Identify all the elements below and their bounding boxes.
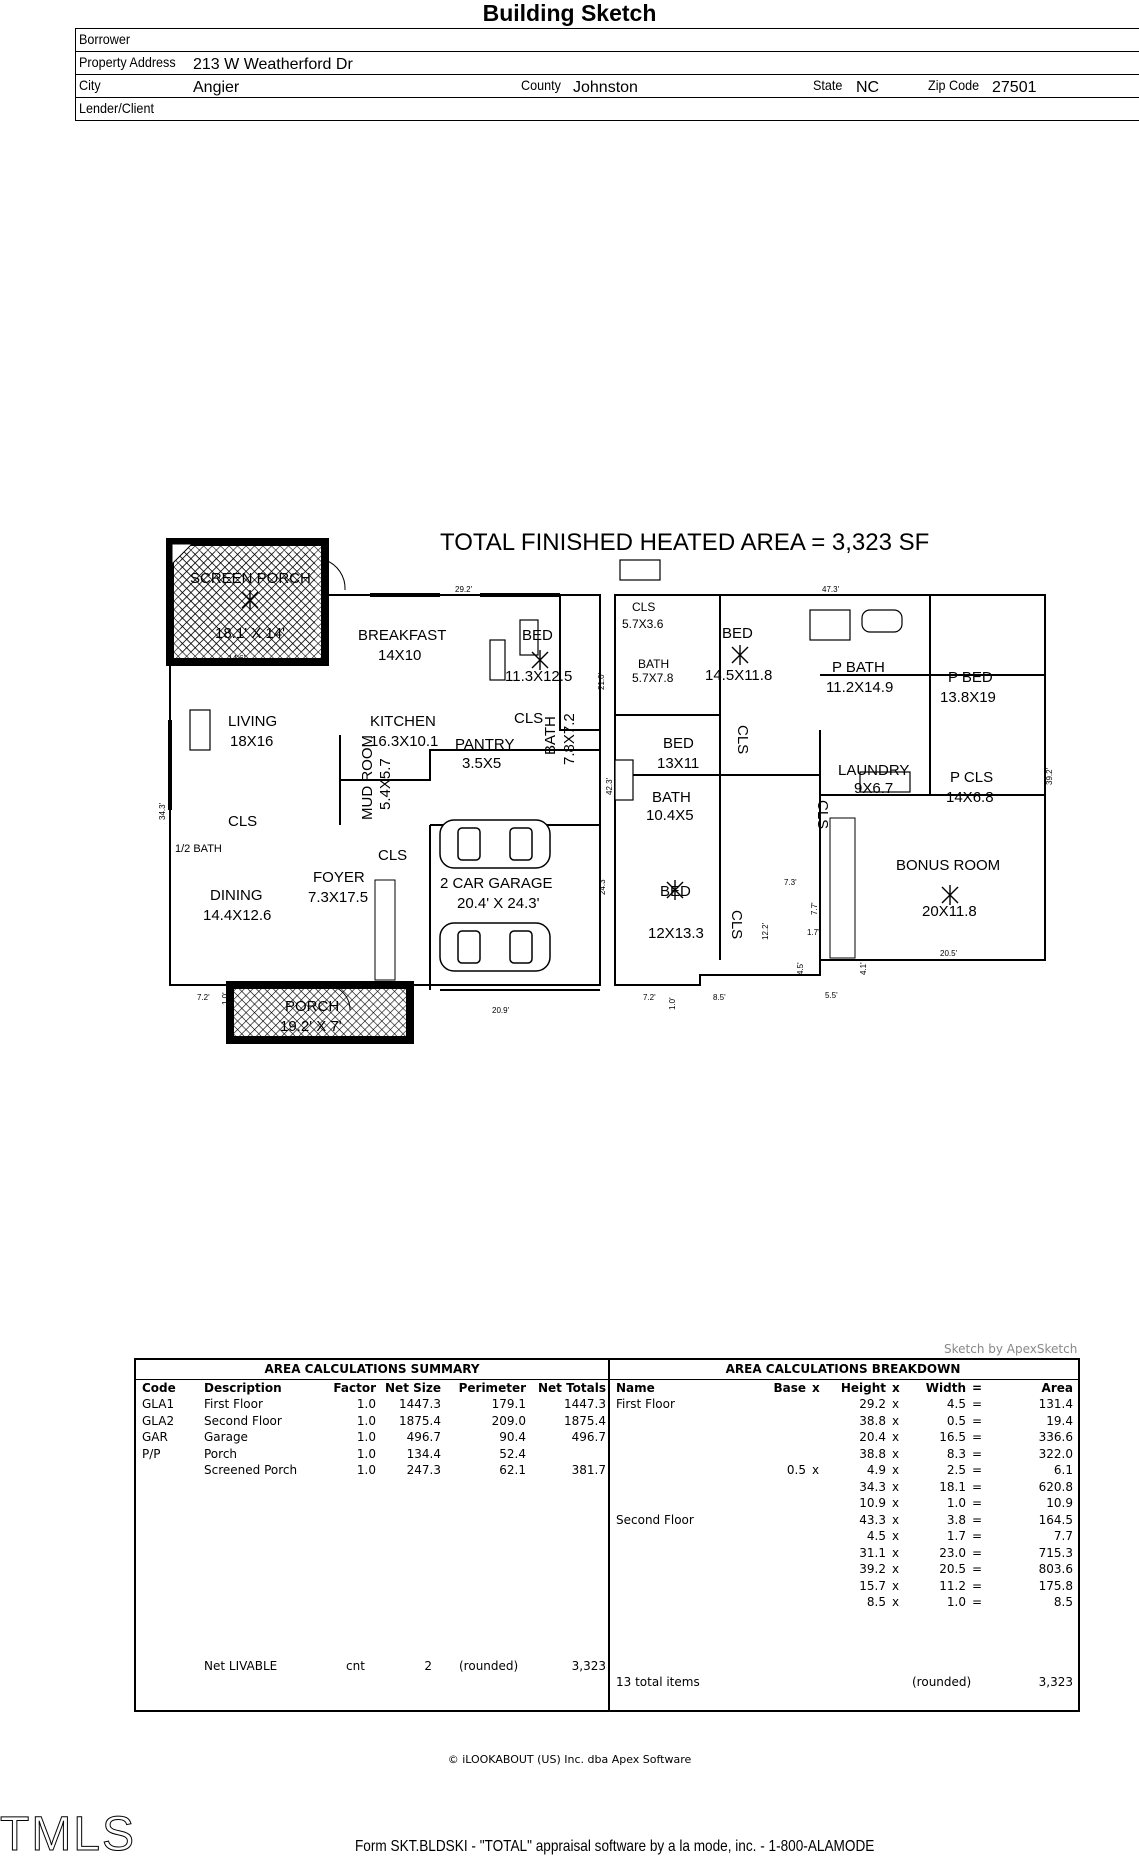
dim-label: 4.5' xyxy=(796,962,805,975)
lender-label: Lender/Client xyxy=(79,100,154,116)
room-pantry-dim: 3.5X5 xyxy=(462,755,502,772)
room-cls-bed4: CLS xyxy=(728,910,745,940)
summary-cell: GAR xyxy=(142,1430,168,1444)
breakdown-cell: 38.8 xyxy=(859,1446,886,1461)
room-bed4: BED xyxy=(660,883,691,900)
room-bath1-dim: 7.8X7.2 xyxy=(561,713,578,765)
breakdown-rounded-label: (rounded) xyxy=(912,1675,972,1689)
breakdown-cell: 620.8 xyxy=(1038,1479,1073,1494)
summary-cell: 1.0 xyxy=(356,1430,376,1444)
breakdown-cell: 803.6 xyxy=(1038,1562,1073,1576)
breakdown-cell: 34.3 xyxy=(859,1479,886,1494)
county-value: Johnston xyxy=(573,79,638,96)
summary-cell: 90.4 xyxy=(499,1430,526,1444)
summary-cell: 496.7 xyxy=(406,1430,441,1444)
dim-label: 24.3' xyxy=(598,877,607,895)
dim-label: 34.3' xyxy=(158,802,167,820)
room-bath2: BATH xyxy=(638,657,670,671)
room-pbath-dim: 11.2X14.9 xyxy=(826,679,894,696)
summary-cell: 496.7 xyxy=(571,1430,606,1444)
breakdown-cell: 38.8 xyxy=(859,1413,886,1428)
breakdown-cell: 43.3 xyxy=(859,1512,886,1527)
room-bath1: BATH xyxy=(542,716,559,755)
dim-label: 7.3' xyxy=(784,878,797,887)
summary-cell: 247.3 xyxy=(406,1463,441,1477)
summary-cell: 381.7 xyxy=(571,1463,606,1477)
summary-cell: GLA2 xyxy=(142,1413,175,1428)
breakdown-header: x xyxy=(812,1381,820,1395)
room-dining: DINING xyxy=(210,887,263,904)
room-bed2-dim: 14.5X11.8 xyxy=(705,667,773,684)
room-laundry: LAUNDRY xyxy=(838,762,910,779)
room-porch: PORCH xyxy=(285,998,340,1015)
room-cls-living: CLS xyxy=(228,813,258,830)
breakdown-cell: 336.6 xyxy=(1038,1430,1073,1444)
dim-label: 5.5' xyxy=(825,991,838,1000)
summary-cell: 134.4 xyxy=(406,1446,441,1461)
state-label: State xyxy=(813,77,843,93)
breakdown-cell: 0.5 xyxy=(786,1463,806,1477)
room-bath2-dim: 5.7X7.8 xyxy=(632,671,674,685)
dim-label: 1.7' xyxy=(807,928,820,937)
summary-cell: 52.4 xyxy=(499,1446,526,1461)
room-living-dim: 18X16 xyxy=(230,733,274,750)
room-bath3: BATH xyxy=(652,789,691,806)
breakdown-cell: 4.5 xyxy=(866,1529,886,1543)
tmls-logo xyxy=(0,1808,150,1858)
breakdown-cell: = xyxy=(972,1463,983,1477)
dim-label: 47.3' xyxy=(822,585,840,594)
breakdown-cell: 15.7 xyxy=(859,1578,886,1593)
breakdown-cell: 29.2 xyxy=(859,1397,886,1411)
copyright-notice: © iLOOKABOUT (US) Inc. dba Apex Software xyxy=(447,1753,692,1766)
dim-label: 20.5' xyxy=(940,949,958,958)
room-pcls: P CLS xyxy=(950,769,994,786)
summary-header: Net Totals xyxy=(537,1381,606,1395)
tmls-logo-text: TMLS xyxy=(0,1808,137,1858)
address-row xyxy=(76,52,1139,75)
breakdown-header: Area xyxy=(1041,1381,1073,1395)
summary-cell: 62.1 xyxy=(499,1463,526,1477)
room-bed1: BED xyxy=(522,627,553,644)
room-cls-bed2: CLS xyxy=(734,725,751,755)
dim-label: 7.2' xyxy=(197,993,210,1002)
breakdown-cell: 16.5 xyxy=(939,1430,966,1444)
breakdown-cell: 10.9 xyxy=(859,1496,886,1510)
dim-label: 7.2' xyxy=(643,993,656,1002)
breakdown-cell: = xyxy=(972,1595,983,1609)
room-pantry: PANTRY xyxy=(455,736,515,753)
summary-cell: 1.0 xyxy=(356,1397,376,1411)
summary-cell: 1.0 xyxy=(356,1413,376,1428)
breakdown-cell: = xyxy=(972,1430,983,1444)
summary-cell: 1447.3 xyxy=(399,1397,441,1411)
room-laundry-dim: 9X6.7 xyxy=(854,780,894,797)
room-bed3: BED xyxy=(663,735,694,752)
breakdown-cell: 4.9 xyxy=(866,1463,886,1477)
breakdown-header: Height xyxy=(840,1381,886,1395)
breakdown-cell: 31.1 xyxy=(859,1545,886,1560)
breakdown-cell: 20.5 xyxy=(939,1562,966,1576)
net-rounded-label: (rounded) xyxy=(459,1659,519,1673)
total-area-label: TOTAL FINISHED HEATED AREA = 3,323 SF xyxy=(440,529,930,556)
room-garage-dim: 20.4' X 24.3' xyxy=(457,895,540,912)
page-title: Building Sketch xyxy=(482,0,657,26)
room-kitchen-dim: 16.3X10.1 xyxy=(370,733,439,750)
room-bonus-dim: 20X11.8 xyxy=(922,903,977,920)
breakdown-cell: x xyxy=(892,1479,900,1494)
breakdown-cell: 8.3 xyxy=(946,1446,966,1461)
summary-cell: First Floor xyxy=(204,1397,263,1411)
room-mud-room-dim: 5.4X5.7 xyxy=(377,758,394,810)
dim-label: 4.1' xyxy=(859,962,868,975)
breakdown-cell: First Floor xyxy=(616,1397,675,1411)
state-value: NC xyxy=(856,79,880,96)
breakdown-cell: = xyxy=(972,1545,983,1560)
room-mud-room: MUD ROOM xyxy=(359,735,376,820)
room-bed1-dim: 11.3X12.5 xyxy=(505,668,573,685)
address-label: Property Address xyxy=(79,54,176,70)
net-total-value: 3,323 xyxy=(571,1659,606,1673)
breakdown-cell: Second Floor xyxy=(616,1512,694,1527)
summary-cell: 1.0 xyxy=(356,1463,376,1477)
room-pbed-dim: 13.8X19 xyxy=(940,689,996,706)
room-dining-dim: 14.4X12.6 xyxy=(203,907,272,924)
dim-label: 29.2' xyxy=(455,585,473,594)
breakdown-cell: 23.0 xyxy=(939,1545,966,1560)
breakdown-cell: x xyxy=(892,1595,900,1609)
room-breakfast-dim: 14X10 xyxy=(378,647,422,664)
summary-cell: GLA1 xyxy=(142,1397,175,1411)
dim-label: 1.0' xyxy=(668,997,677,1010)
breakdown-cell: x xyxy=(892,1397,900,1411)
breakdown-cell: = xyxy=(972,1413,983,1428)
dim-label: 8.5' xyxy=(713,993,726,1002)
breakdown-cell: 39.2 xyxy=(859,1562,886,1576)
breakdown-cell: = xyxy=(972,1496,983,1510)
breakdown-cell: x xyxy=(892,1496,900,1510)
sketch-by-credit: Sketch by ApexSketch xyxy=(944,1342,1078,1356)
breakdown-cell: 3.8 xyxy=(946,1512,966,1527)
breakdown-cell: 164.5 xyxy=(1038,1512,1073,1527)
county-label: County xyxy=(521,77,561,93)
room-pbath: P BATH xyxy=(832,659,885,676)
room-screen-porch-dim: 18.1' X 14' xyxy=(215,625,285,642)
zip-label: Zip Code xyxy=(928,77,980,93)
room-bonus: BONUS ROOM xyxy=(896,857,1001,874)
breakdown-cell: 7.7 xyxy=(1053,1529,1073,1543)
dim-label: 12.2' xyxy=(761,922,770,940)
address-value: 213 W Weatherford Dr xyxy=(193,56,353,73)
breakdown-cell: 20.4 xyxy=(859,1430,886,1444)
breakdown-cell: x xyxy=(812,1463,820,1477)
area-calculations-table xyxy=(134,1358,1080,1712)
room-cls-mud: CLS xyxy=(378,847,408,864)
room-foyer: FOYER xyxy=(313,869,365,886)
breakdown-cell: 1.0 xyxy=(946,1496,966,1510)
breakdown-cell: 10.9 xyxy=(1046,1496,1073,1510)
breakdown-cell: = xyxy=(972,1512,983,1527)
breakdown-cell: x xyxy=(892,1562,900,1576)
breakdown-cell: x xyxy=(892,1545,900,1560)
lender-row xyxy=(76,98,1139,120)
room-porch-dim: 19.2' X 7' xyxy=(280,1018,342,1035)
breakdown-total-value: 3,323 xyxy=(1038,1675,1073,1689)
room-foyer-dim: 7.3X17.5 xyxy=(308,889,369,906)
summary-cell: P/P xyxy=(142,1446,161,1461)
breakdown-cell: 6.1 xyxy=(1053,1463,1073,1477)
room-kitchen: KITCHEN xyxy=(370,713,436,730)
breakdown-header: Width xyxy=(925,1381,966,1395)
breakdown-cell: 18.1 xyxy=(939,1479,966,1494)
dim-label: 21.0' xyxy=(597,672,606,690)
form-footer: Form SKT.BLDSKI - "TOTAL" appraisal software by a la mode, inc. - 1-800-ALAMODE xyxy=(355,1838,875,1855)
property-header xyxy=(75,28,1139,121)
breakdown-cell: x xyxy=(892,1430,900,1444)
breakdown-cell: 715.3 xyxy=(1038,1545,1073,1560)
breakdown-cell: 4.5 xyxy=(946,1397,966,1411)
breakdown-total-items: 13 total items xyxy=(616,1675,700,1689)
breakdown-cell: 8.5 xyxy=(866,1595,886,1609)
dim-label: 7.7' xyxy=(810,902,819,915)
breakdown-cell: 19.4 xyxy=(1046,1413,1073,1428)
summary-title: AREA CALCULATIONS SUMMARY xyxy=(264,1362,480,1376)
summary-cell: Second Floor xyxy=(204,1413,282,1428)
city-value: Angier xyxy=(193,79,240,96)
room-half-bath: 1/2 BATH xyxy=(175,843,222,855)
dim-label: 1.0' xyxy=(221,992,230,1005)
room-cls-top: CLS xyxy=(632,600,656,614)
breakdown-cell: 11.2 xyxy=(939,1578,966,1593)
room-breakfast: BREAKFAST xyxy=(358,627,447,644)
breakdown-cell: x xyxy=(892,1463,900,1477)
breakdown-cell: = xyxy=(972,1446,983,1461)
breakdown-header: x xyxy=(892,1381,900,1395)
breakdown-cell: x xyxy=(892,1446,900,1461)
summary-cell: 1875.4 xyxy=(399,1413,441,1428)
dim-label: 14.6' xyxy=(228,654,246,663)
room-bed2: BED xyxy=(722,625,753,642)
breakdown-cell: 131.4 xyxy=(1038,1397,1073,1411)
room-screen-porch: SCREEN PORCH xyxy=(190,570,311,587)
city-label: City xyxy=(79,77,101,93)
summary-header: Net Size xyxy=(385,1381,441,1395)
room-cls1: CLS xyxy=(514,710,544,727)
room-pcls-dim: 14X6.8 xyxy=(946,789,994,806)
summary-header: Factor xyxy=(333,1381,376,1395)
room-bed3-dim: 13X11 xyxy=(657,755,700,772)
table-divider xyxy=(608,1360,610,1710)
zip-value: 27501 xyxy=(992,79,1037,96)
summary-cell: 1.0 xyxy=(356,1446,376,1461)
summary-cell: 209.0 xyxy=(491,1413,526,1428)
dim-label: 42.3' xyxy=(605,777,614,795)
breakdown-cell: 1.7 xyxy=(946,1529,966,1543)
summary-cell: 179.1 xyxy=(491,1397,526,1411)
breakdown-cell: x xyxy=(892,1578,900,1593)
breakdown-cell: = xyxy=(972,1578,983,1593)
room-cls-top-dim: 5.7X3.6 xyxy=(622,617,664,631)
breakdown-cell: x xyxy=(892,1512,900,1527)
breakdown-cell: = xyxy=(972,1479,983,1494)
breakdown-header: Base xyxy=(773,1381,806,1395)
floor-plan xyxy=(0,520,1139,1060)
breakdown-cell: 322.0 xyxy=(1038,1446,1073,1461)
breakdown-header: = xyxy=(972,1381,983,1395)
net-livable-label: Net LIVABLE xyxy=(204,1659,278,1673)
summary-cell: 1875.4 xyxy=(564,1413,606,1428)
breakdown-header: Name xyxy=(616,1381,655,1395)
dim-label: 20.9' xyxy=(492,1006,510,1015)
summary-cell: Porch xyxy=(204,1446,238,1461)
breakdown-cell: 8.5 xyxy=(1053,1595,1073,1609)
summary-header: Code xyxy=(142,1381,176,1395)
dim-label: 39.2' xyxy=(1045,767,1054,785)
summary-cell: 1447.3 xyxy=(564,1397,606,1411)
breakdown-cell: 175.8 xyxy=(1038,1578,1073,1593)
summary-cell: Garage xyxy=(204,1430,248,1444)
room-garage: 2 CAR GARAGE xyxy=(440,875,553,892)
breakdown-cell: 1.0 xyxy=(946,1595,966,1609)
room-living: LIVING xyxy=(228,713,278,730)
breakdown-cell: x xyxy=(892,1413,900,1428)
breakdown-cell: = xyxy=(972,1397,983,1411)
breakdown-cell: = xyxy=(972,1529,983,1543)
breakdown-cell: 0.5 xyxy=(946,1413,966,1428)
room-pbed: P BED xyxy=(948,669,993,686)
summary-header: Perimeter xyxy=(458,1381,526,1395)
net-cnt-label: cnt xyxy=(346,1659,365,1673)
net-cnt-value: 2 xyxy=(424,1659,432,1673)
breakdown-title: AREA CALCULATIONS BREAKDOWN xyxy=(725,1362,961,1376)
summary-header: Description xyxy=(204,1381,282,1395)
breakdown-cell: x xyxy=(892,1529,900,1543)
room-cls-laundry: CLS xyxy=(814,800,831,830)
room-bed4-dim: 12X13.3 xyxy=(648,925,704,942)
room-bath3-dim: 10.4X5 xyxy=(646,807,694,824)
borrower-row xyxy=(76,29,1139,52)
screen-porch xyxy=(170,542,345,662)
breakdown-cell: 2.5 xyxy=(946,1463,966,1477)
borrower-label: Borrower xyxy=(79,31,131,47)
breakdown-cell: = xyxy=(972,1562,983,1576)
summary-cell: Screened Porch xyxy=(204,1463,298,1477)
city-row xyxy=(76,75,1139,98)
